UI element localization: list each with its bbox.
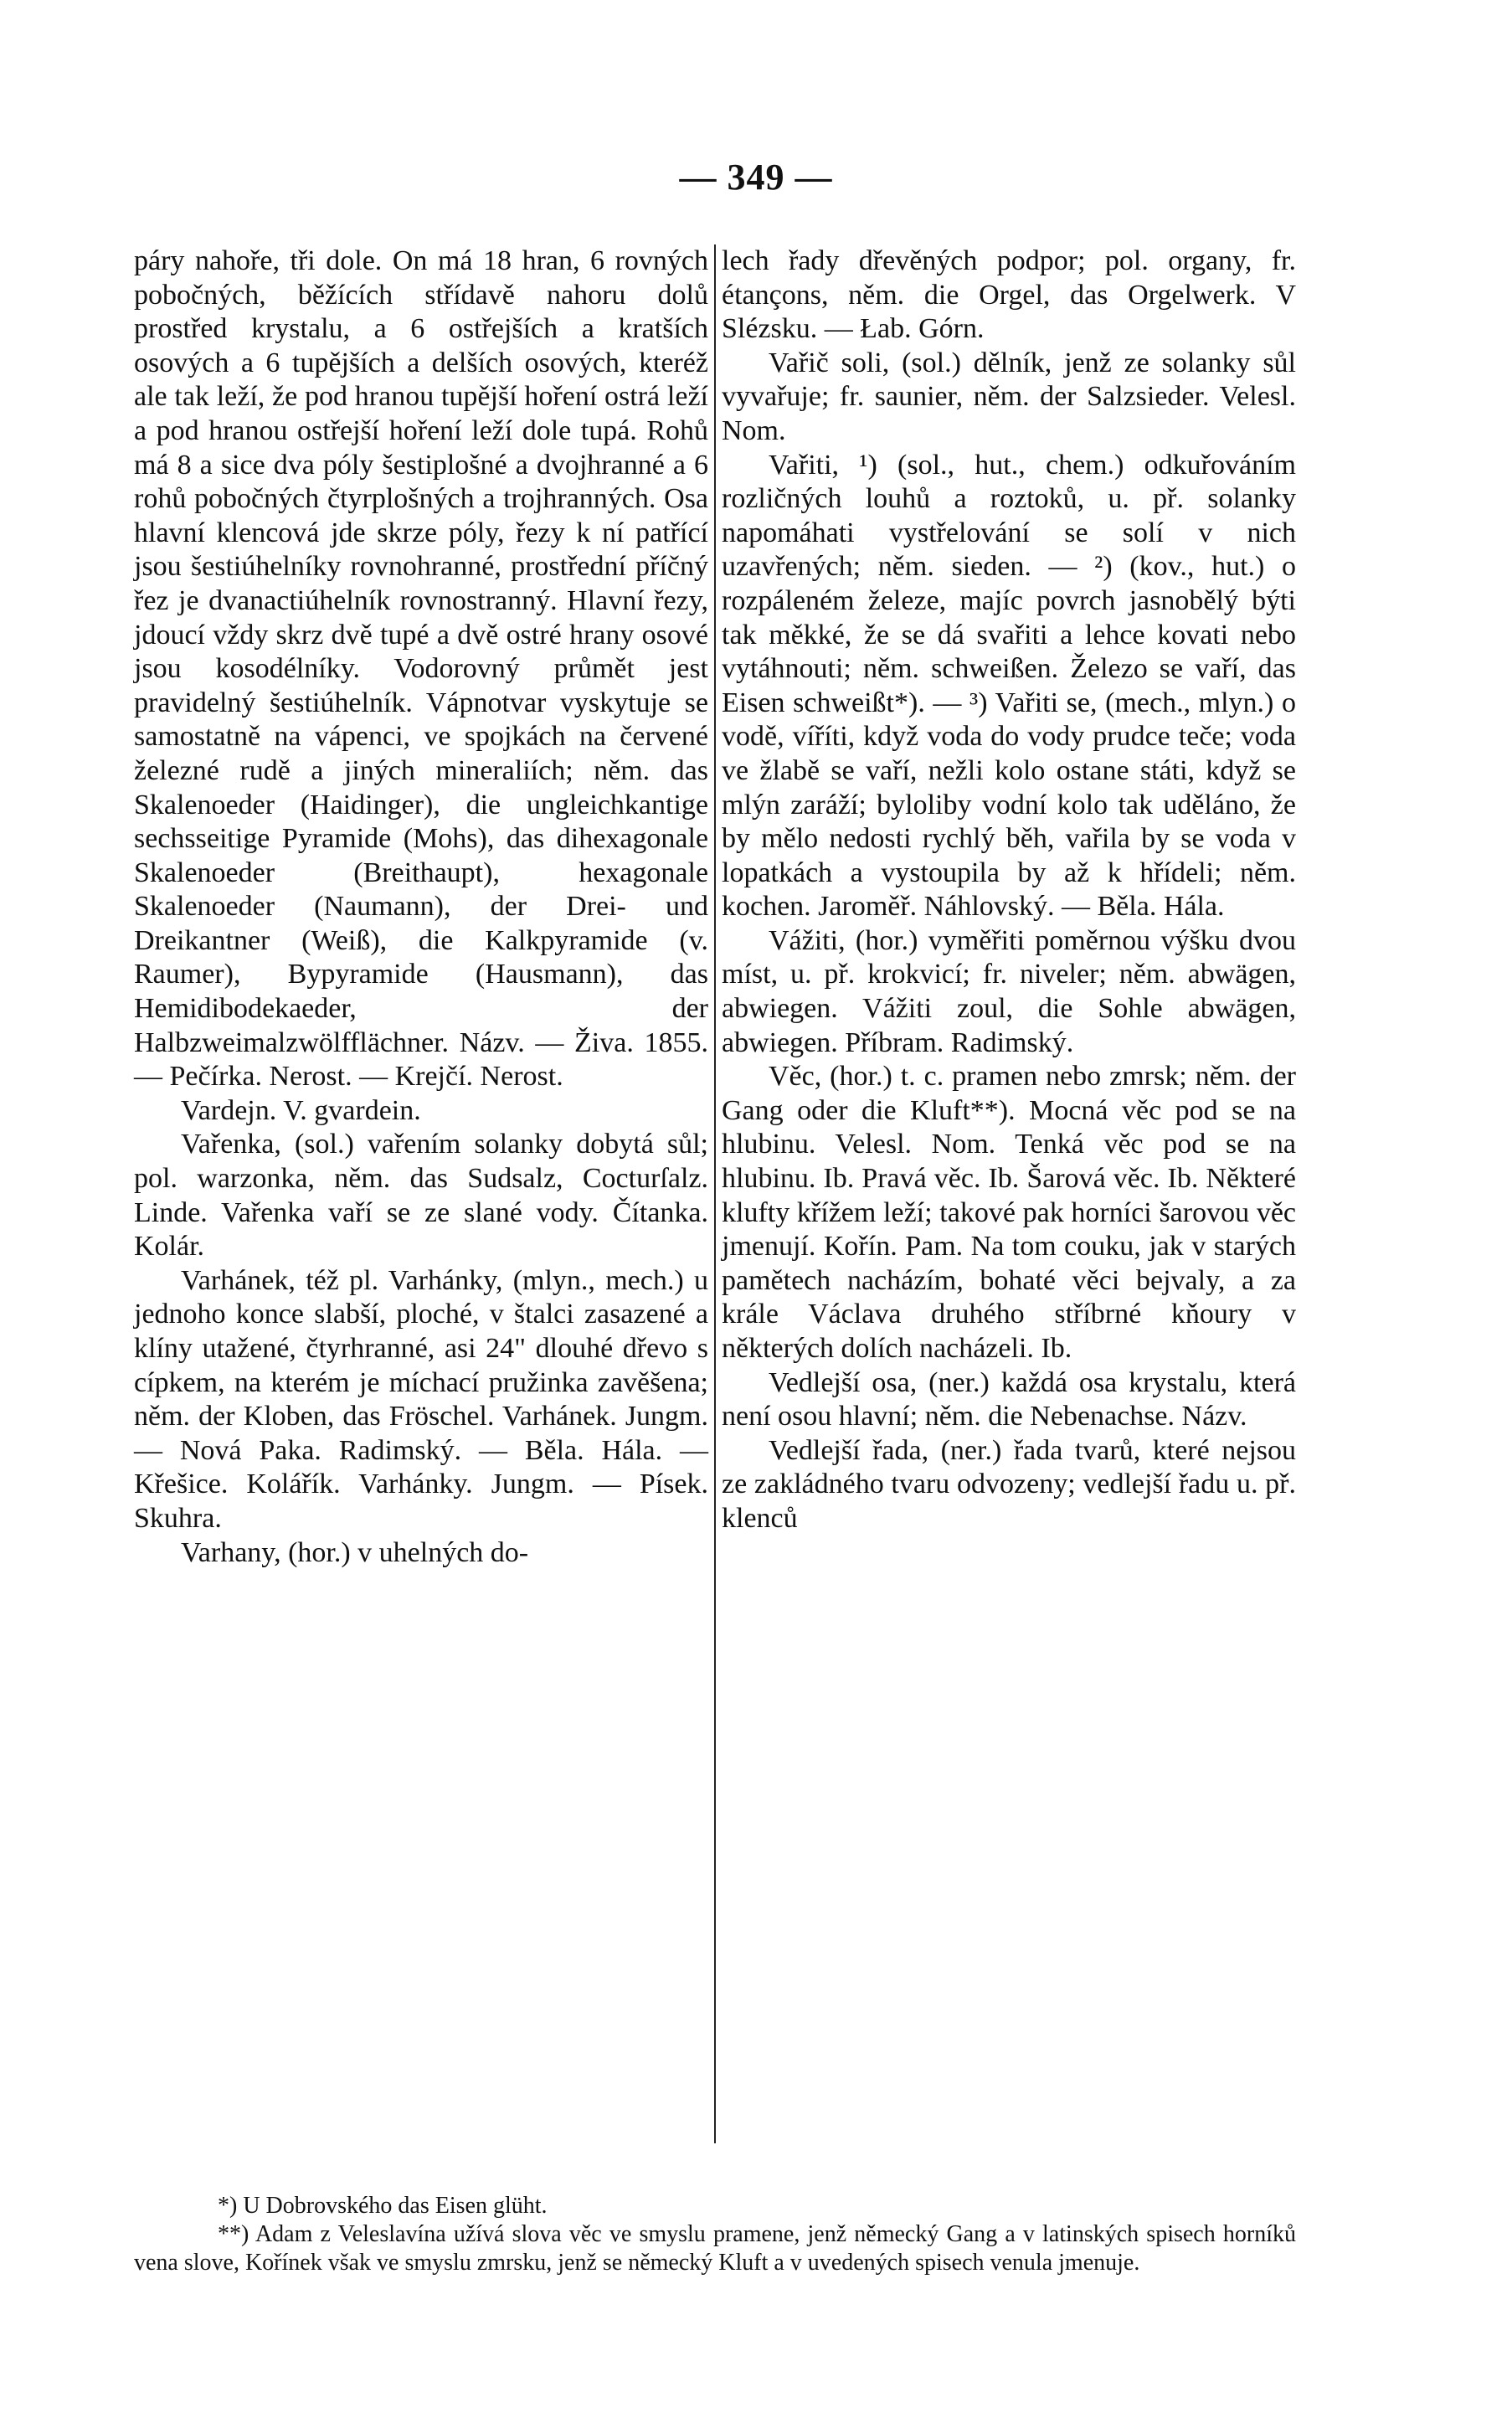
entry-varenka: Vařenka, (sol.) vařením solanky dobytá sůl; pol. warzonka, něm. das Sudsalz, Cocturſalz. Linde. Vařenka vaří se ze slané vody. Čítanka. Kolár. bbox=[134, 1129, 708, 1263]
footnotes bbox=[134, 2192, 1296, 2277]
entry-varic-soli: Vařič soli, (sol.) dělník, jenž ze solanky sůl vyvařuje; fr. saunier, něm. der Salzsieder. Velesl. Nom. bbox=[722, 347, 1296, 446]
entry-varhanek: Varhánek, též pl. Varhánky, (mlyn., mech.) u jednoho konce slabší, ploché, v štalci zasazené a klíny utažené, čtyrhranné, asi 24" dlouhé dřevo s cípkem, na kterém je míchací pružinka zavěšena; něm. der Kloben, das Fröschel. Varhánek. Jungm. — Nová Paka. Radimský. — Běla. Hála. — Křešice. Kolářík. Varhánky. Jungm. — Písek. Skuhra. bbox=[134, 1264, 708, 1534]
entry-vedlejsi-rada: Vedlejší řada, (ner.) řada tvarů, které nejsou ze zakládného tvaru odvozeny; vedlejší řadu u. př. klenců bbox=[722, 1434, 1296, 1534]
footnote-1: *) U Dobrovského das Eisen glüht. bbox=[218, 2193, 548, 2219]
entry-vardejn: Vardejn. V. gvardein. bbox=[181, 1094, 421, 1126]
entry-paragraph: lech řady dřevěných podpor; pol. organy, fr. étançons, něm. die Orgel, das Orgelwerk. V Slézsku. — Łab. Górn. bbox=[722, 245, 1296, 345]
entry-variti: Vařiti, ¹) (sol., hut., chem.) odkuřováním rozličných louhů a roztoků, u. př. solanky napomáhati vystřelování se solí v nich uzavřených; něm. sieden. — ²) (kov., hut.) o rozpáleném železe, majíc povrch jasnobělý býti tak měkké, že se dá svařiti a lehce kovati nebo vytáhnouti; něm. schweißen. Železo se vaří, das Eisen schweißt*). — ³) Vařiti se, (mech., mlyn.) o vodě, víříti, když voda do vody prudce teče; voda ve žlabě se vaří, nežli kolo ostane státi, když se mlýn zaráží; byloliby vodní kolo tak uděláno, že by mělo nedosti rychlý běh, vařila by se voda v lopatkách a vystoupila by až k hřídeli; něm. kochen. Jaroměř. Náhlovský. — Běla. Hála. bbox=[722, 449, 1296, 923]
left-column bbox=[134, 244, 708, 1570]
footnote-2: **) Adam z Veleslavína užívá slova věc ve smyslu pramene, jenž německý Gang a v latinských spisech horníků vena slove, Kořínek však ve smyslu zmrsku, jenž se německý Kluft a v uvedených spisech venula jmenuje. bbox=[134, 2221, 1296, 2276]
page-number: — 349 — bbox=[679, 157, 833, 198]
entry-vec: Věc, (hor.) t. c. pramen nebo zmrsk; něm. der Gang oder die Kluft**). Mocná věc pod se na hlubinu. Velesl. Nom. Tenká věc pod se na hlubinu. Ib. Pravá věc. Ib. Šarová věc. Ib. Některé klufty křížem leží; takové pak horníci šarovou věc jmenují. Kořín. Pam. Na tom couku, jak v starých pamětech nacházím, bohaté věci bejvaly, a za krále Václava druhého stříbrné kňoury v některých dolích nacházeli. Ib. bbox=[722, 1061, 1296, 1364]
column-divider bbox=[714, 244, 716, 2143]
right-column bbox=[722, 244, 1296, 1536]
entry-vaziti: Vážiti, (hor.) vyměřiti poměrnou výšku dvou míst, u. př. krokvicí; fr. niveler; něm. abwägen, abwiegen. Vážiti zoul, die Sohle abwägen, abwiegen. Příbram. Radimský. bbox=[722, 924, 1296, 1058]
entry-vedlejsi-osa: Vedlejší osa, (ner.) každá osa krystalu, která není osou hlavní; něm. die Nebenachse. Názv. bbox=[722, 1366, 1296, 1433]
entry-paragraph: páry nahoře, tři dole. On má 18 hran, 6 rovných pobočných, běžících střídavě nahoru dolů prostřed krystalu, a 6 ostřejších a kratších osových a 6 tupějších a delších osových, kteréž ale tak leží, že pod hranou tupější hoření ostrá leží a pod hranou ostřejší hoření leží dole tupá. Rohů má 8 a sice dva póly šestiplošné a dvojhranné a 6 rohů pobočných čtyrplošných a trojhranných. Osa hlavní klencová jde skrze póly, řezy k ní patřící jsou šestiúhelníky rovnohranné, prostřední příčný řez je dvanactiúhelník rovnostranný. Hlavní řezy, jdoucí vždy skrz dvě tupé a dvě ostré hrany osové jsou kosodélníky. Vodorovný průmět jest pravidelný šestiúhelník. Vápnotvar vyskytuje se samostatně na vápenci, ve spojkách na červené železné rudě a jiných mineraliích; něm. das Skalenoeder (Haidinger), die ungleichkantige sechsseitige Pyramide (Mohs), das dihexagonale Skalenoeder (Breithaupt), hexagonale Skalenoeder (Naumann), der Drei- und Dreikantner (Weiß), die Kalkpyramide (v. Raumer), Bypyramide (Hausmann), das Hemidibodekaeder, der Halbzweimalzwölfflächner. Názv. — Živa. 1855. — Pečírka. Nerost. — Krejčí. Nerost. bbox=[134, 245, 708, 1093]
entry-varhany: Varhany, (hor.) v uhelných do- bbox=[181, 1536, 529, 1568]
